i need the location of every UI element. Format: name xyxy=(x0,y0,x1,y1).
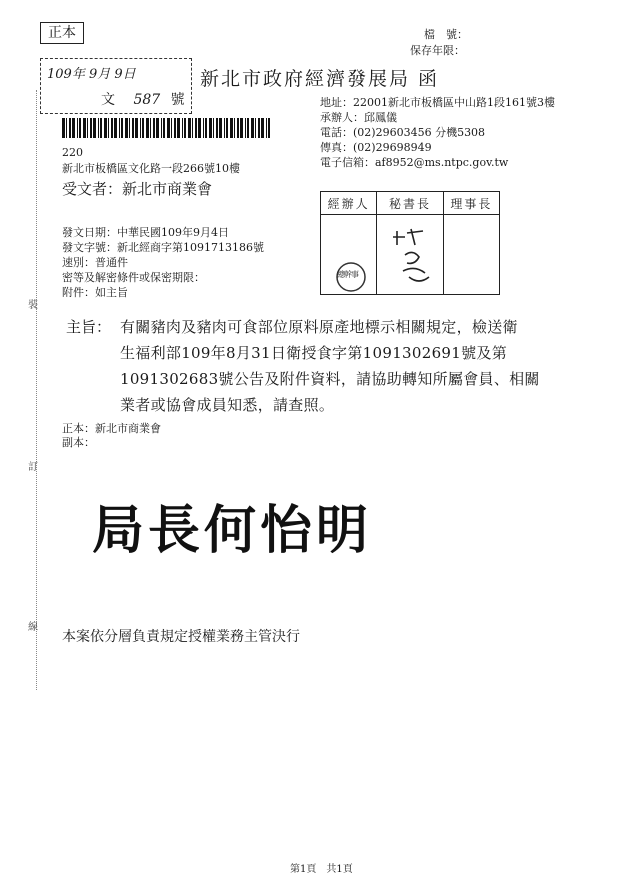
file-number-label: 檔 號： xyxy=(424,28,468,41)
svg-text:局長何怡明: 局長何怡明 xyxy=(92,500,373,561)
page-number: 第1頁 共1頁 xyxy=(290,864,353,875)
subject-label: 主旨： xyxy=(66,318,112,336)
contact-address: 地址：22001新北市板橋區中山路1段161號3樓 xyxy=(320,96,555,109)
postal-code: 220 xyxy=(62,146,83,159)
binding-line xyxy=(36,90,37,690)
subject-line: 1091302683號公告及附件資料，請協助轉知所屬會員、相關 xyxy=(120,370,540,388)
binding-mark: 訂 xyxy=(28,462,38,473)
subject-line: 業者或協會成員知悉，請查照。 xyxy=(120,396,335,414)
seal-stamp-text: 總幹事 xyxy=(337,270,358,279)
contact-email: 電子信箱：af8952@ms.ntpc.gov.tw xyxy=(320,156,509,169)
contact-handler: 承辦人：邱鳳儀 xyxy=(320,111,397,124)
approval-header-secretary: 秘書長 xyxy=(377,192,444,215)
contact-fax: 傳真：(02)29698949 xyxy=(320,141,432,154)
subject-line: 生福利部109年8月31日衛授食字第1091302691號及第 xyxy=(120,344,507,362)
document-type-box: 正本 xyxy=(40,22,84,44)
handwritten-signature-icon xyxy=(385,215,435,291)
subject-line: 有關豬肉及豬肉可食部位原料原產地標示相關規定，檢送衛 xyxy=(120,318,518,336)
approval-cell-chairman xyxy=(443,215,499,295)
dispatch-attachment: 附件：如主旨 xyxy=(62,286,128,299)
binding-mark: 線 xyxy=(28,622,38,633)
director-signature-icon xyxy=(92,492,392,572)
copies-original: 正本：新北市商業會 xyxy=(62,422,161,435)
contact-phone: 電話：(02)29603456 分機5308 xyxy=(320,126,486,139)
delegation-note: 本案依分層負責規定授權業務主管決行 xyxy=(62,629,300,645)
approval-cell-secretary xyxy=(377,215,444,295)
copies-copy: 副本： xyxy=(62,436,95,449)
organization-title: 新北市政府經濟發展局 函 xyxy=(200,68,440,90)
dispatch-confidentiality: 密等及解密條件或保密期限： xyxy=(62,271,205,284)
receipt-date: 109年 9月 9日 xyxy=(47,67,136,82)
retention-label: 保存年限： xyxy=(410,44,465,57)
dispatch-number: 發文字號：新北經商字第1091713186號 xyxy=(62,241,264,254)
receipt-stamp xyxy=(40,58,192,114)
receipt-doc-label: 文 xyxy=(101,92,115,108)
recipient-address: 新北市板橋區文化路一段266號10樓 xyxy=(62,162,240,175)
approval-cell-handler xyxy=(321,215,377,295)
receipt-doc-suffix: 號 xyxy=(170,92,185,108)
receipt-doc-number: 587 xyxy=(133,92,161,108)
barcode-icon xyxy=(62,118,272,138)
recipient: 受文者：新北市商業會 xyxy=(62,180,213,198)
approval-header-chairman: 理事長 xyxy=(443,192,499,215)
approval-header-handler: 經辦人 xyxy=(321,192,377,215)
binding-mark: 裝 xyxy=(28,300,38,311)
receipt-doc-number-row xyxy=(101,89,185,109)
dispatch-speed: 速別：普通件 xyxy=(62,256,128,269)
dispatch-date: 發文日期：中華民國109年9月4日 xyxy=(62,226,229,239)
approval-table xyxy=(320,191,500,295)
